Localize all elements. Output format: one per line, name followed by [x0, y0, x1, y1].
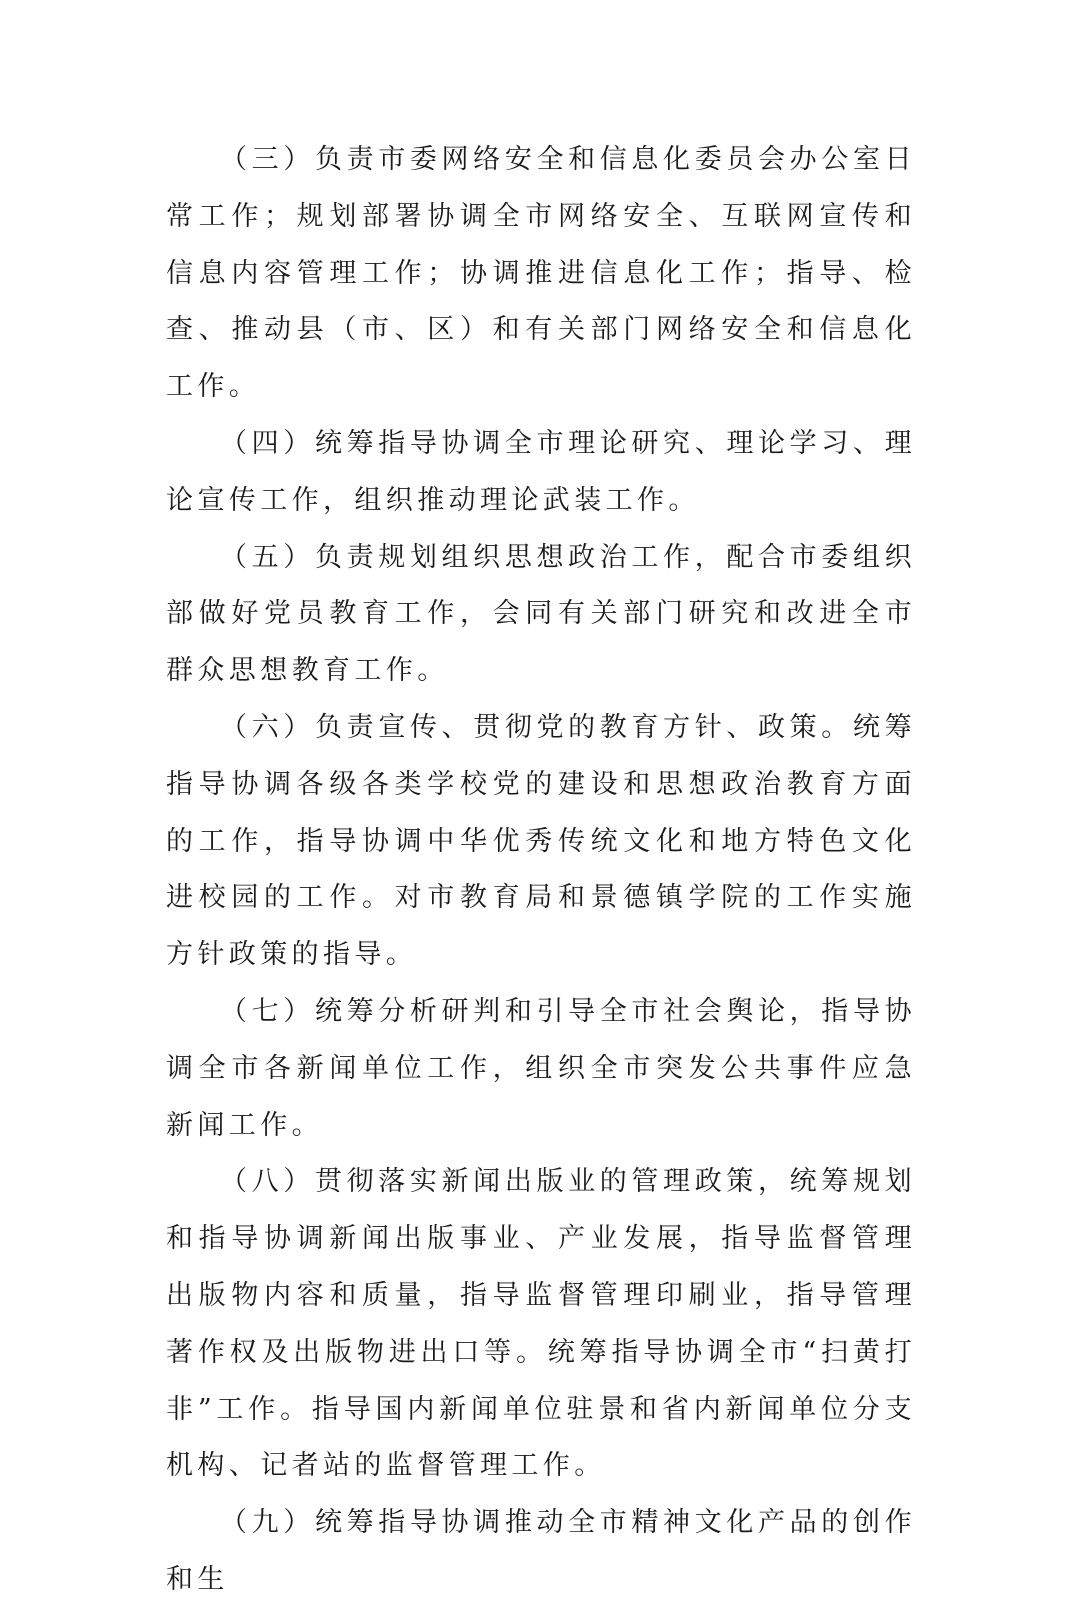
paragraph-8: （八）贯彻落实新闻出版业的管理政策，统筹规划和指导协调新闻出版事业、产业发展，指导监督管理出版物内容和质量，指导监督管理印刷业，指导管理著作权及出版物进出口等。统筹指导协调全市“扫黄打非”工作。指导国内新闻单位驻景和省内新闻单位分支机构、记者站的监督管理工作。	[166, 1166, 916, 1482]
paragraph-6: （六）负责宣传、贯彻党的教育方针、政策。统筹指导协调各级各类学校党的建设和思想政治教育方面的工作，指导协调中华优秀传统文化和地方特色文化进校园的工作。对市教育局和景德镇学院的工作实施方针政策的指导。	[166, 711, 916, 971]
paragraph-7: （七）统筹分析研判和引导全市社会舆论，指导协调全市各新闻单位工作，组织全市突发公共事件应急新闻工作。	[166, 995, 916, 1141]
paragraph-9: （九）统筹指导协调推动全市精神文化产品的创作和生	[166, 1507, 916, 1595]
paragraph-3: （三）负责市委网络安全和信息化委员会办公室日常工作；规划部署协调全市网络安全、互联网宣传和信息内容管理工作；协调推进信息化工作；指导、检查、推动县（市、区）和有关部门网络安全和信息化工作。	[166, 144, 916, 403]
paragraph-4: （四）统筹指导协调全市理论研究、理论学习、理论宣传工作，组织推动理论武装工作。	[166, 427, 916, 516]
paragraph-5: （五）负责规划组织思想政治工作，配合市委组织部做好党员教育工作，会同有关部门研究和改进全市群众思想教育工作。	[166, 541, 916, 687]
document-body	[166, 132, 916, 1609]
